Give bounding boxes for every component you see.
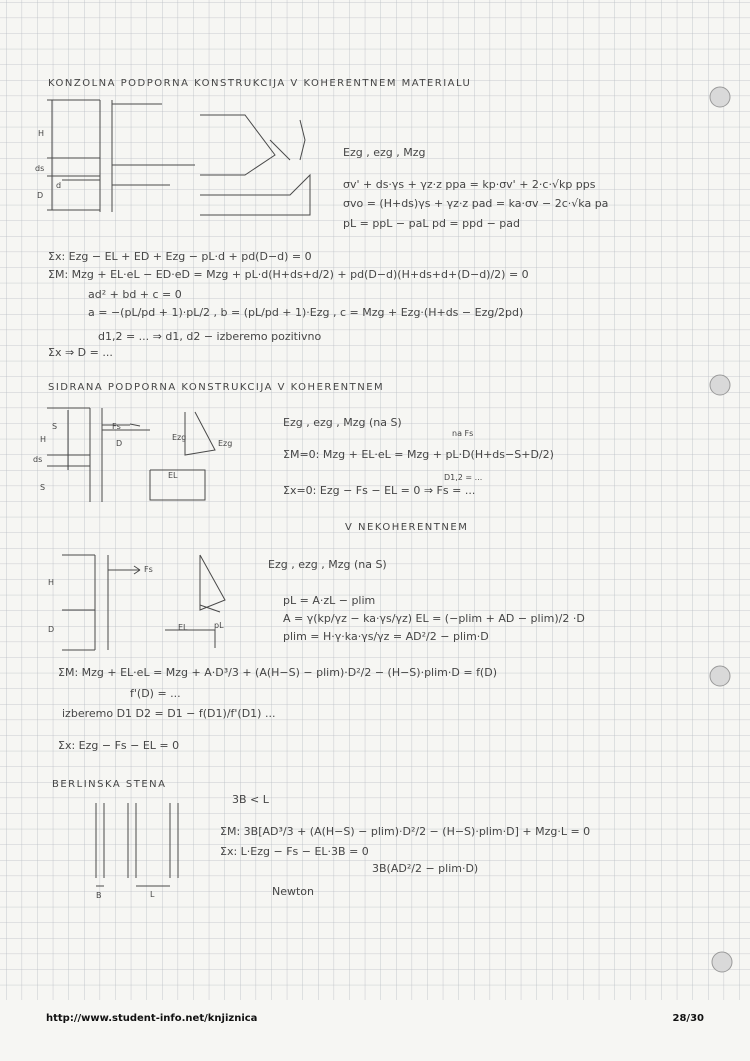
binder-hole-4 <box>712 952 732 972</box>
label-Ezg2: Ezg <box>218 439 233 448</box>
label-pL: pL <box>214 621 224 630</box>
section-title-cantilever: KONZOLNA PODPORNA KONSTRUKCIJA V KOHERENTNEM MATERIALU <box>48 78 472 89</box>
svg-text:Σx=0: Ezg − Fs − EL = 0 ⇒ Fs =: Σx=0: Ezg − Fs − EL = 0 ⇒ Fs = ... <box>283 484 476 497</box>
svg-text:ad² + bd + c = 0: ad² + bd + c = 0 <box>88 288 182 301</box>
label-Ezg: Ezg <box>172 433 187 442</box>
svg-text:ΣM: Mzg + EL·eL = Mzg + A·D³/3: ΣM: Mzg + EL·eL = Mzg + A·D³/3 + (A(H−S) − plim)·D²/2 − (H−S)·plim·D = f(D) <box>58 666 497 679</box>
label-S3: S <box>40 483 46 492</box>
label-D2: D <box>116 439 123 448</box>
label-H: H <box>38 129 45 138</box>
svg-text:σvo = (H+ds)γs + γz·z pad: σvo = (H+ds)γs + γz·z pad = ka·σv − 2c·√ka pa <box>343 197 609 210</box>
label-L: L <box>150 890 155 899</box>
page-number: 28/30 <box>672 1013 704 1024</box>
svg-text:Σx: Ezg − EL + ED + Ezg − pL·d: Σx: Ezg − EL + ED + Ezg − pL·d + pd(D−d) = 0 <box>48 250 312 263</box>
svg-text:Σx: L·Ezg − Fs − EL·3B = 0: Σx: L·Ezg − Fs − EL·3B = 0 <box>220 845 369 858</box>
svg-text:3B(AD²/2 − plim·D): 3B(AD²/2 − plim·D) <box>372 862 479 875</box>
svg-text:Newton: Newton <box>272 885 315 898</box>
svg-text:izberemo D1 D2 = D1 − f(D: izberemo D1 D2 = D1 − f(D1)/f'(D1) ... <box>62 707 276 720</box>
svg-text:D1,2 = ...: D1,2 = ... <box>444 473 483 482</box>
label-Fs2: Fs <box>144 565 153 574</box>
section-title-berlin-wall: BERLINSKA STENA <box>52 779 167 790</box>
svg-text:a = −(pL/pd + 1)·pL/2 , b = (: a = −(pL/pd + 1)·pL/2 , b = (pL/pd + 1)·Ezg , c = Mzg + Ezg·(H+ds − Ezg/2pd) <box>88 306 524 319</box>
footer-url-link[interactable]: http://www.student-info.net/knjiznica <box>46 1013 258 1024</box>
svg-text:ΣM=0: Mzg + EL·eL = Mzg + pL·D: ΣM=0: Mzg + EL·eL = Mzg + pL·D(H+ds−S+D/2) <box>283 448 554 461</box>
label-D: D <box>37 191 44 200</box>
label-d: d <box>56 181 62 190</box>
binder-hole-1 <box>710 87 730 107</box>
label-ds2: ds <box>33 455 43 464</box>
svg-text:pL = A·zL − plim: pL = A·zL − plim <box>283 594 376 607</box>
svg-text:Σx: Ezg − Fs − EL = 0: Σx: Ezg − Fs − EL = 0 <box>58 739 180 752</box>
svg-text:na Fs: na Fs <box>452 429 474 438</box>
svg-text:Σx ⇒ D = ...: Σx ⇒ D = ... <box>48 346 113 359</box>
section-title-noncoherent: V NEKOHERENTNEM <box>345 522 469 533</box>
svg-text:Ezg , ezg , Mzg: Ezg , ezg , Mzg <box>343 146 426 159</box>
section-title-anchored: SIDRANA PODPORNA KONSTRUKCIJA V KOHERENTNEM <box>48 382 385 393</box>
label-H3: H <box>48 578 55 587</box>
svg-text:σv' + ds·γs + γz·z ppa: σv' + ds·γs + γz·z ppa = kp·σv' + 2·c·√kp pps <box>343 178 596 191</box>
svg-text:Ezg , ezg , Mzg (na S): Ezg , ezg , Mzg (na S) <box>268 558 387 571</box>
svg-text:ΣM: 3B[AD³/3 + (A(H−S) − plim): ΣM: 3B[AD³/3 + (A(H−S) − plim)·D²/2 − (H−S)·plim·D] + Mzg·L = 0 <box>220 825 591 838</box>
label-EL: EL <box>168 471 178 480</box>
binder-hole-3 <box>710 666 730 686</box>
svg-text:A = γ(kp/γz − ka·γs/γz): A = γ(kp/γz − ka·γs/γz) EL = (−plim + AD − plim)/2 ·D <box>283 612 585 625</box>
label-ds: ds <box>35 164 45 173</box>
svg-text:d1,2 = ... ⇒ d1, d2 − izberemo: d1,2 = ... ⇒ d1, d2 − izberemo pozitivno <box>98 330 322 343</box>
svg-text:3B < L: 3B < L <box>232 793 269 806</box>
label-H2: H <box>40 435 47 444</box>
label-S2: S <box>52 422 58 431</box>
svg-text:f'(D) = ...: f'(D) = ... <box>130 687 181 700</box>
label-D3: D <box>48 625 55 634</box>
binder-hole-2 <box>710 375 730 395</box>
svg-text:Ezg , ezg , Mzg (na S): Ezg , ezg , Mzg (na S) <box>283 416 402 429</box>
label-EL2: EL <box>178 623 188 632</box>
svg-text:ΣM: Mzg + EL·eL − ED·eD = Mzg: ΣM: Mzg + EL·eL − ED·eD = Mzg + pL·d(H+ds+d/2) + pd(D−d)(H+ds+d+(D−d)/2) = 0 <box>48 268 529 281</box>
label-B: B <box>96 891 102 900</box>
svg-text:plim = H·γ·ka·γs/γz: plim = H·γ·ka·γs/γz = AD²/2 − plim·D <box>283 630 489 643</box>
label-Fs: Fs <box>112 422 121 431</box>
svg-text:pL = ppL − paL pd =: pL = ppL − paL pd = ppd − pad <box>343 217 521 230</box>
